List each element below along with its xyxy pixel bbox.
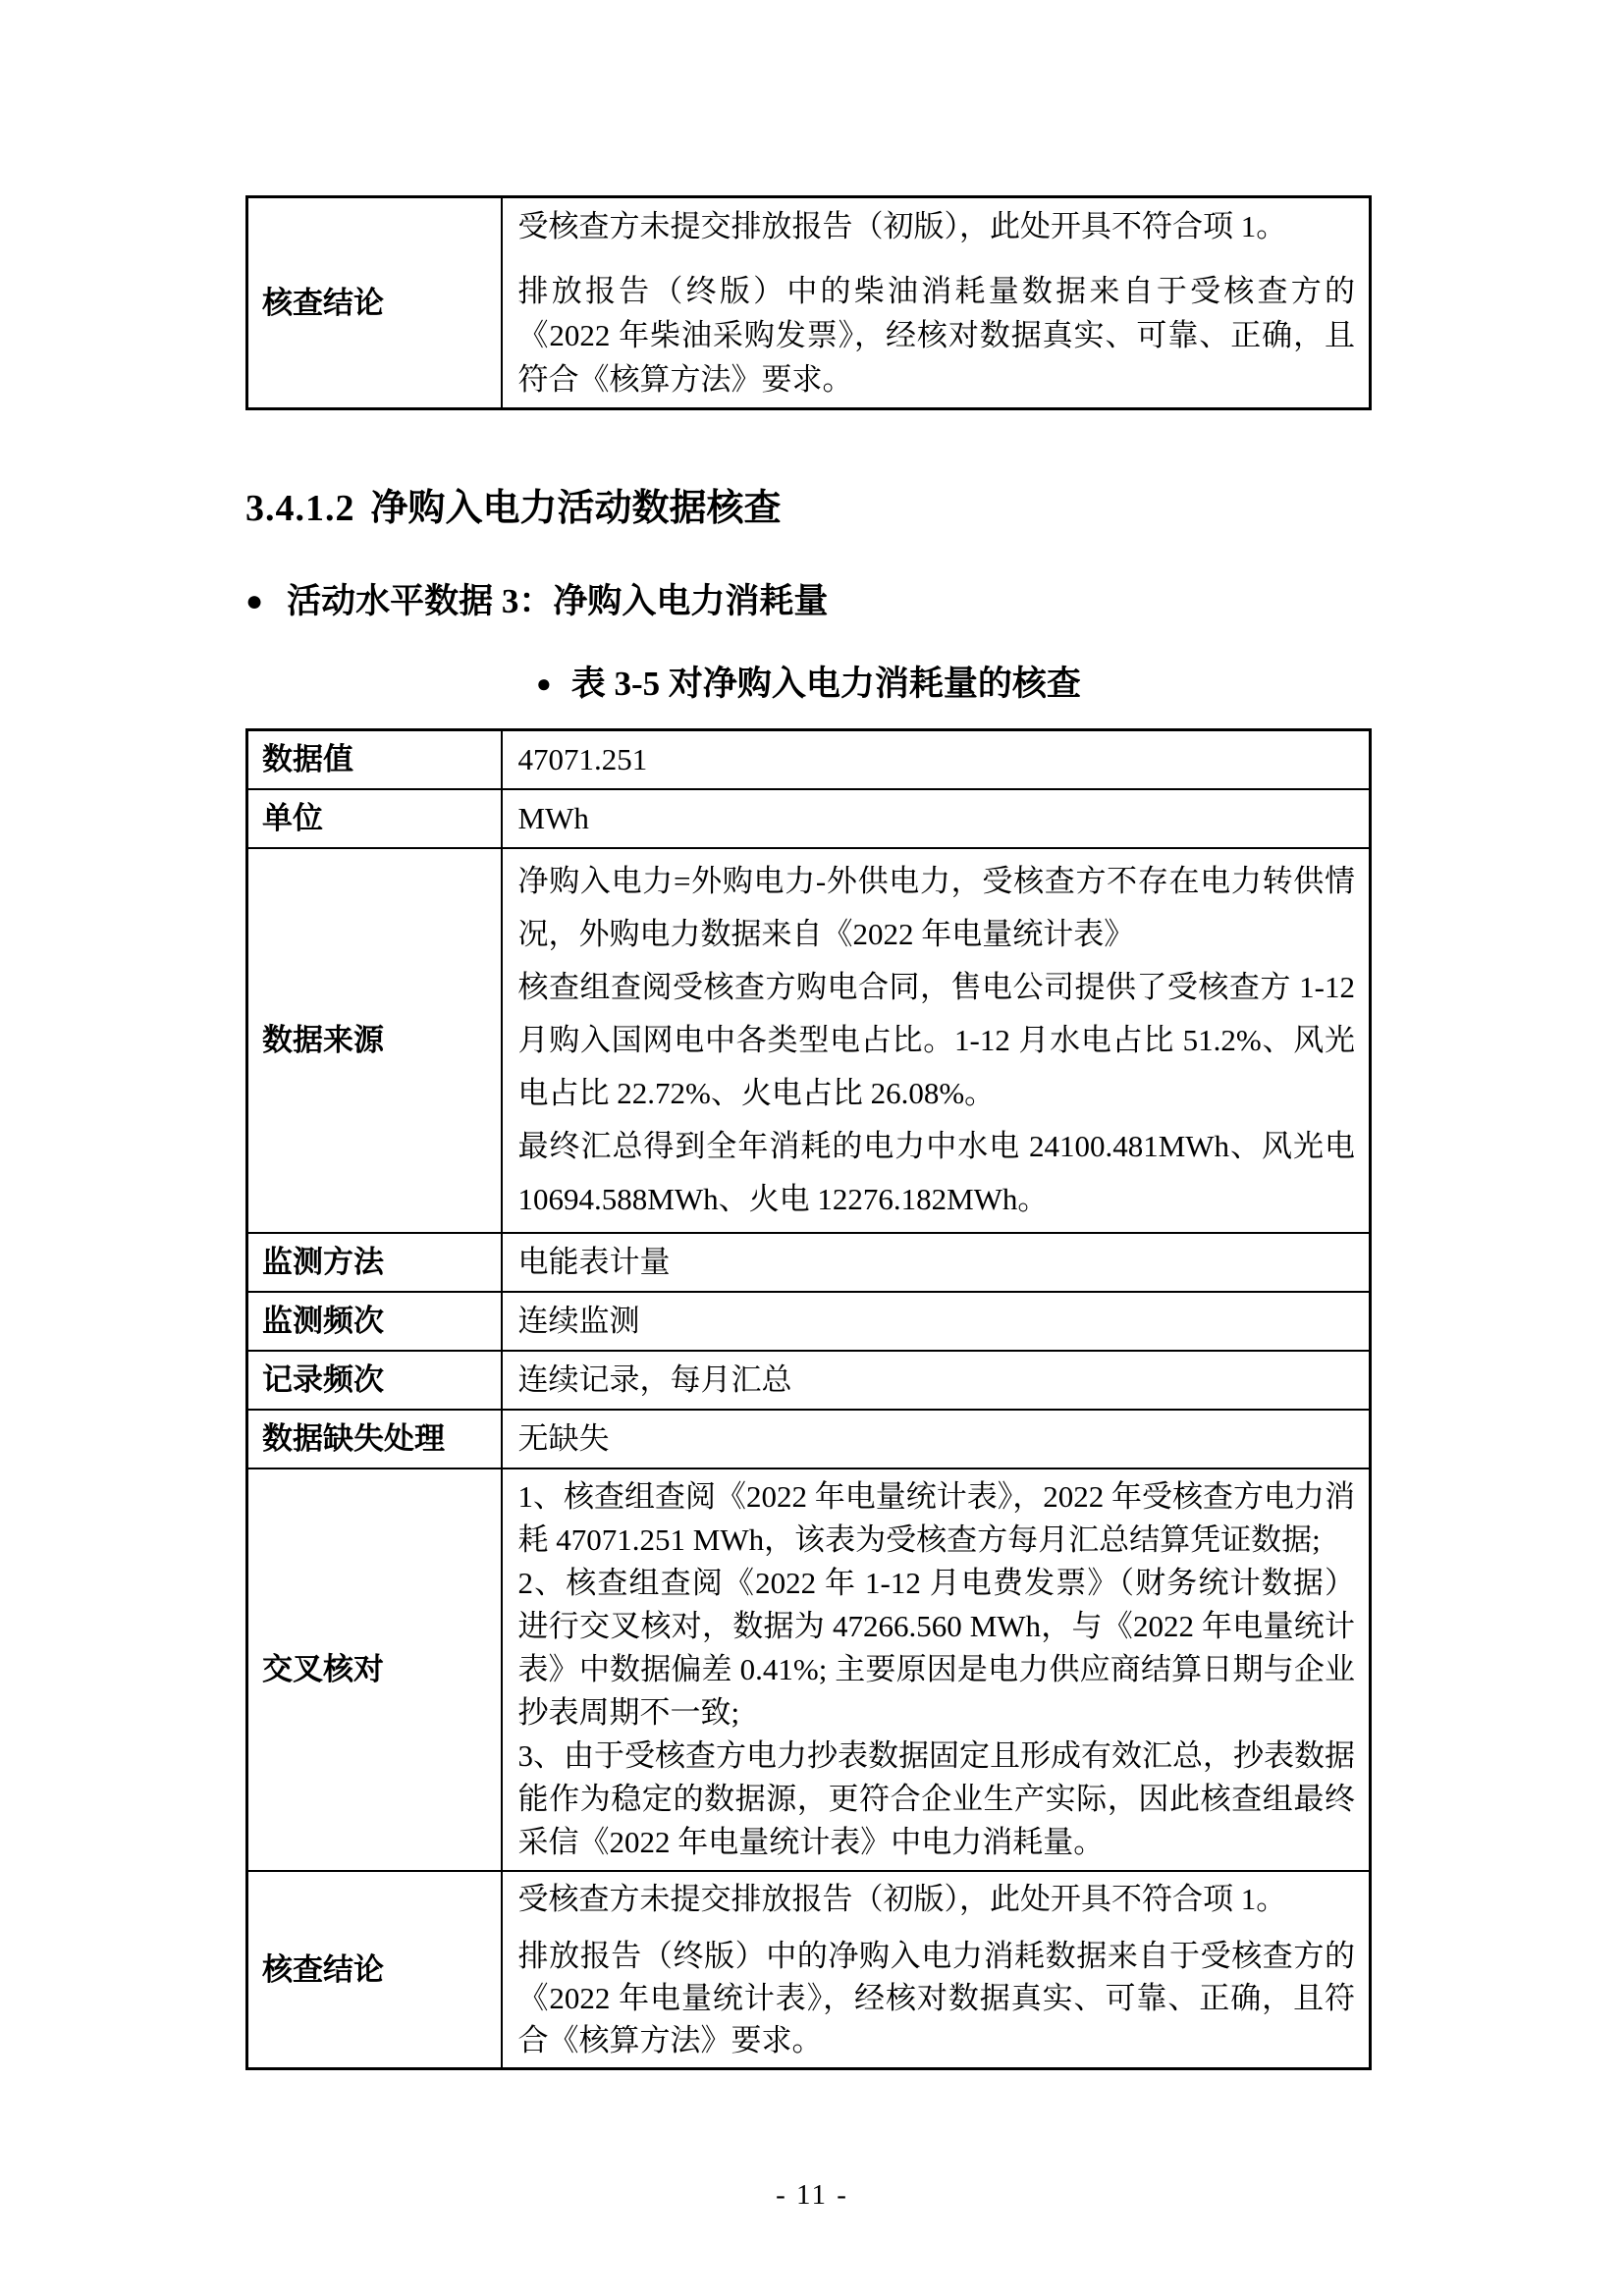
row-label: 数据值 [247, 730, 502, 790]
row-content [502, 1410, 1371, 1468]
table-row [247, 197, 1371, 409]
page-content [245, 0, 1372, 2070]
paragraph: 核查组查阅受核查方购电合同，售电公司提供了受核查方 1-12 月购入国网电中各类型电占比。1-12 月水电占比 51.2%、风光电占比 22.72%、火电占比 26.08%。 [517, 970, 1355, 1110]
row-label: 监测频次 [247, 1292, 502, 1351]
bullet-icon: ● [536, 669, 552, 698]
table-row [247, 1871, 1371, 2069]
table-row [247, 730, 1371, 790]
row-content [502, 1468, 1371, 1871]
carryover-conclusion-table [245, 195, 1372, 410]
row-content [502, 1233, 1371, 1292]
table-row [247, 1468, 1371, 1871]
paragraph: 最终汇总得到全年消耗的电力中水电 24100.481MWh、风光电 10694.588MWh、火电 12276.182MWh。 [517, 1129, 1355, 1216]
paragraph: 无缺失 [517, 1421, 610, 1456]
row-content [502, 789, 1371, 848]
row-content [502, 1292, 1371, 1351]
paragraph: 47071.251 [517, 742, 648, 776]
section-heading [245, 485, 1372, 532]
table-row [247, 1410, 1371, 1468]
bullet-icon: ● [245, 585, 264, 617]
table-row [247, 1233, 1371, 1292]
row-content [502, 848, 1371, 1233]
row-label: 单位 [247, 789, 502, 848]
row-content [502, 730, 1371, 790]
table-row [247, 789, 1371, 848]
activity-data-label: 活动水平数据 3：净购入电力消耗量 [287, 582, 829, 620]
row-label: 交叉核对 [247, 1468, 502, 1871]
paragraph: 电能表计量 [517, 1245, 671, 1279]
row-label: 数据缺失处理 [247, 1410, 502, 1468]
paragraph: 受核查方未提交排放报告（初版），此处开具不符合项 1。 [517, 1882, 1287, 1916]
paragraph: 3、由于受核查方电力抄表数据固定且形成有效汇总，抄表数据能作为稳定的数据源，更符合企业生产实际，因此核查组最终采信《2022 年电量统计表》中电力消耗量。 [517, 1738, 1355, 1859]
row-label: 核查结论 [247, 197, 502, 409]
row-content [502, 1871, 1371, 2069]
table-caption: 表 3-5 对净购入电力消耗量的核查 [570, 665, 1081, 703]
paragraph: 连续记录，每月汇总 [517, 1362, 792, 1397]
electricity-verification-table [245, 728, 1372, 2070]
table-row [247, 1292, 1371, 1351]
row-content [502, 1351, 1371, 1410]
paragraph: 1、核查组查阅《2022 年电量统计表》，2022 年受核查方电力消耗 47071.251 MWh，该表为受核查方每月汇总结算凭证数据; [517, 1479, 1355, 1557]
section-number: 3.4.1.2 [245, 488, 355, 529]
section-title: 净购入电力活动数据核查 [370, 488, 782, 529]
paragraph: 连续监测 [517, 1304, 640, 1338]
paragraph: MWh [517, 801, 589, 835]
table-row [247, 1351, 1371, 1410]
paragraph: 净购入电力=外购电力-外供电力，受核查方不存在电力转供情况，外购电力数据来自《2022 年电量统计表》 [517, 864, 1355, 951]
activity-data-bullet-line [245, 579, 1372, 624]
row-label: 数据来源 [247, 848, 502, 1233]
row-content [502, 197, 1371, 409]
paragraph: 排放报告（终版）中的净购入电力消耗数据来自于受核查方的《2022 年电量统计表》，经核对数据真实、可靠、正确，且符合《核算方法》要求。 [517, 1939, 1355, 2057]
table-row [247, 848, 1371, 1233]
row-label: 记录频次 [247, 1351, 502, 1410]
table-caption-line [245, 662, 1372, 707]
row-label: 核查结论 [247, 1871, 502, 2069]
row-label: 监测方法 [247, 1233, 502, 1292]
paragraph: 2、核查组查阅《2022 年 1-12 月电费发票》（财务统计数据）进行交叉核对，数据为 47266.560 MWh，与《2022 年电量统计表》中数据偏差 0.41%; 主要原因是电力供应商结算日期与企业抄表周期不一致; [517, 1566, 1355, 1730]
paragraph: 排放报告（终版）中的柴油消耗量数据来自于受核查方的《2022 年柴油采购发票》，经核对数据真实、可靠、正确，且符合《核算方法》要求。 [517, 274, 1355, 397]
paragraph: 受核查方未提交排放报告（初版），此处开具不符合项 1。 [517, 209, 1287, 243]
page-number: - 11 - [776, 2179, 848, 2211]
